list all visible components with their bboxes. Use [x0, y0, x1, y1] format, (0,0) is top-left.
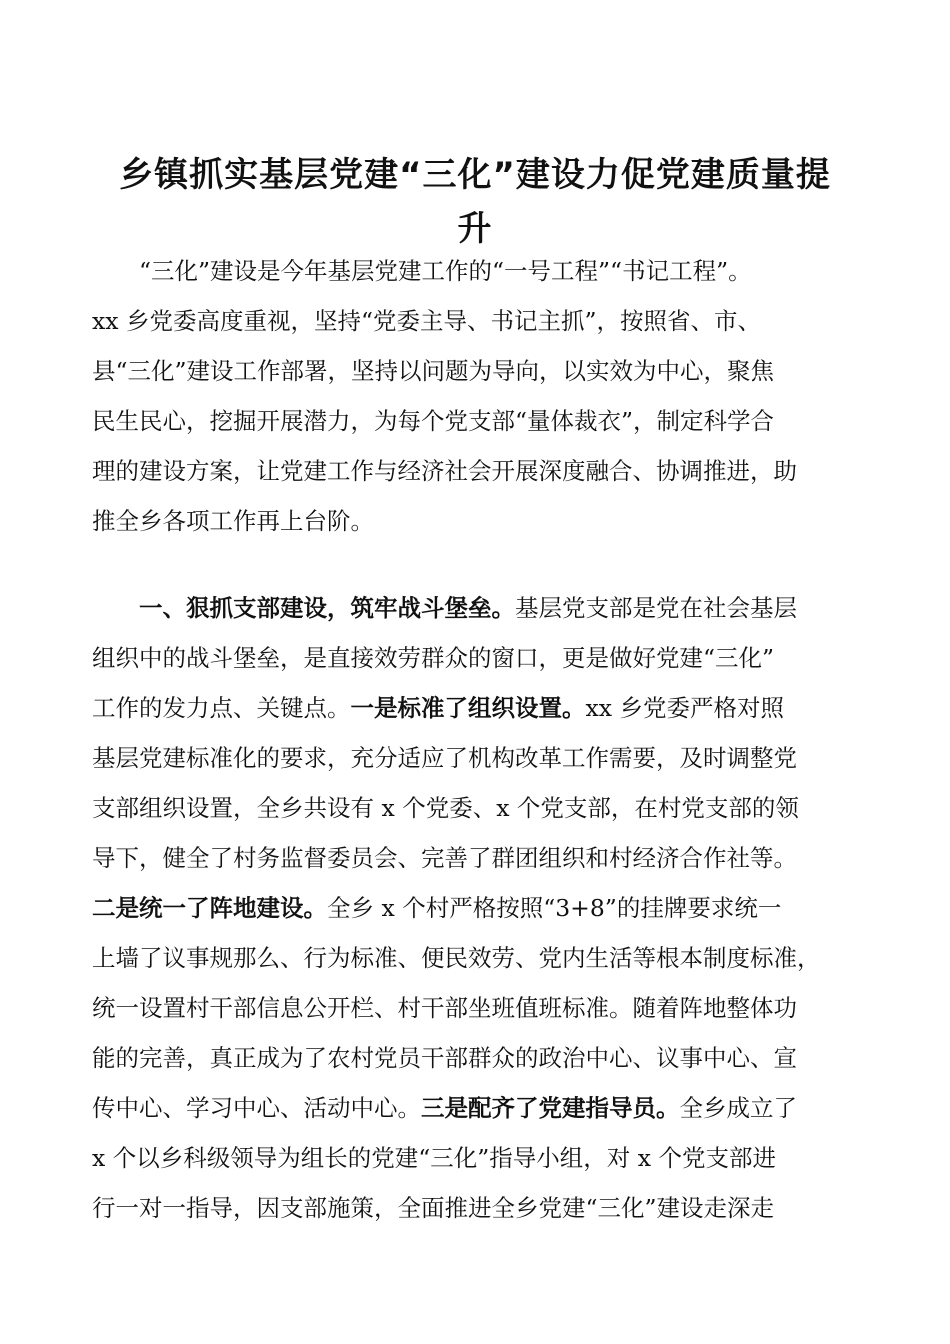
section-heading: 一、狠抓支部建设，筑牢战斗堡垒。: [92, 594, 515, 622]
text-line: [92, 883, 872, 933]
text-line: 上墙了议事规那么、行为标准、便民效劳、党内生活等根本制度标准，: [92, 944, 821, 972]
point-heading: 二是统一了阵地建设。: [92, 894, 327, 922]
point-heading: 一是标准了组织设置。: [350, 694, 586, 722]
text-line: 统一设置村干部信息公开栏、村干部坐班值班标准。随着阵地整体功: [92, 994, 797, 1022]
text-line: xx 乡党委高度重视，坚持“党委主导、书记主抓”，按照省、市、: [92, 307, 762, 335]
text-line: 支部组织设置，全乡共设有 x 个党委、x 个党支部，在村党支部的领: [92, 794, 799, 822]
text-line: 县“三化”建设工作部署，坚持以问题为导向，以实效为中心，聚焦: [92, 357, 775, 385]
text-run: 全乡 x 个村严格按照“3+8”的挂牌要求统一: [327, 894, 782, 922]
title-line-2: 升: [457, 209, 493, 249]
title-line-1: 乡镇抓实基层党建“三化”建设力促党建质量提: [119, 155, 831, 195]
text-run: 基层党支部是党在社会基层: [515, 594, 797, 622]
text-line: 能的完善，真正成为了农村党员干部群众的政治中心、议事中心、宣: [92, 1044, 797, 1072]
text-line: “三化”建设是今年基层党建工作的“一号工程”“书记工程”。: [92, 257, 752, 285]
text-run: xx 乡党委严格对照: [585, 694, 784, 722]
text-line: 导下，健全了村务监督委员会、完善了群团组织和村经济合作社等。: [92, 844, 797, 872]
text-run: 工作的发力点、关键点。: [92, 694, 351, 722]
text-line: 理的建设方案，让党建工作与经济社会开展深度融合、协调推进，助: [92, 457, 797, 485]
document-title: [90, 148, 860, 256]
text-line: 组织中的战斗堡垒，是直接效劳群众的窗口，更是做好党建“三化”: [92, 644, 775, 672]
text-line: 行一对一指导，因支部施策，全面推进全乡党建“三化”建设走深走: [92, 1194, 775, 1222]
text-run: 传中心、学习中心、活动中心。: [92, 1094, 421, 1122]
text-line: x 个以乡科级领导为组长的党建“三化”指导小组，对 x 个党支部进: [92, 1144, 776, 1172]
point-heading: 三是配齐了党建指导员。: [421, 1094, 680, 1122]
text-line: [92, 683, 872, 733]
text-line: 基层党建标准化的要求，充分适应了机构改革工作需要，及时调整党: [92, 744, 797, 772]
text-line: 推全乡各项工作再上台阶。: [92, 507, 374, 535]
text-line: [92, 583, 872, 633]
text-line: [92, 1083, 872, 1133]
text-run: 全乡成立了: [679, 1094, 797, 1122]
text-line: 民生民心，挖掘开展潜力，为每个党支部“量体裁衣”，制定科学合: [92, 407, 775, 435]
